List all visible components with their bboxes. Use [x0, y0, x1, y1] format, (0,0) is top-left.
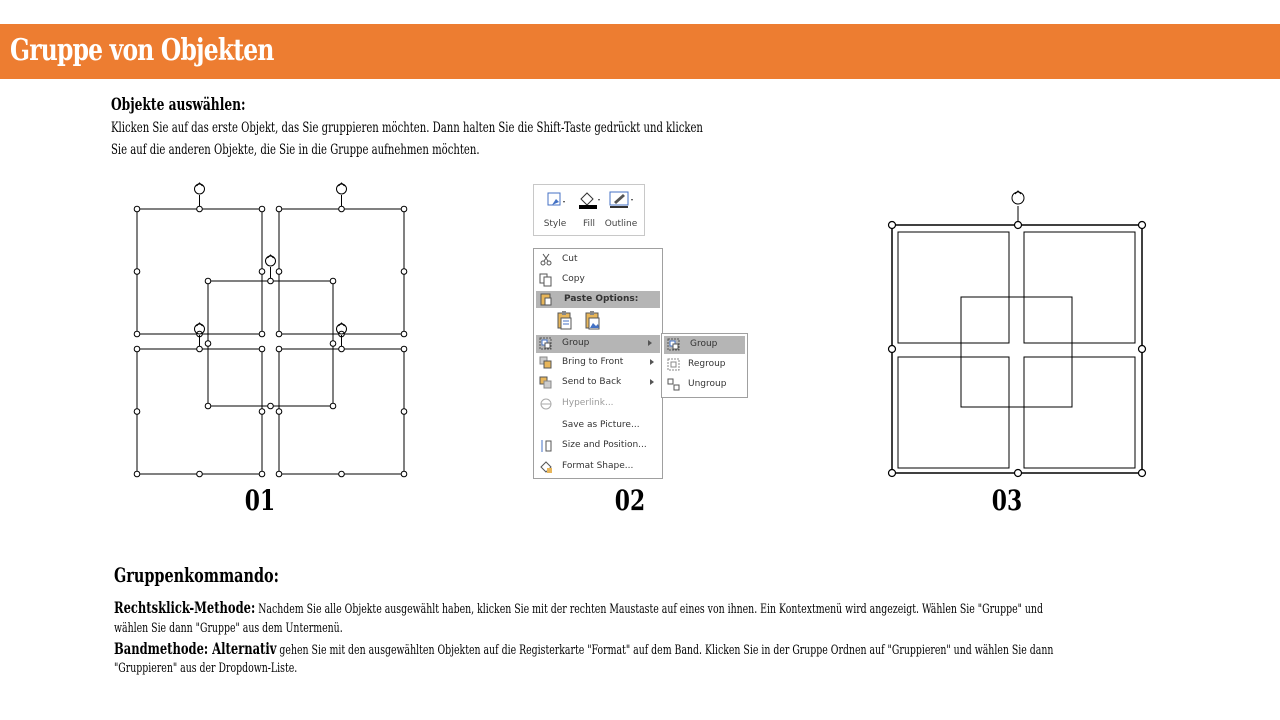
send-to-back-icon: [540, 377, 552, 389]
menu-item-copy[interactable]: Copy: [534, 271, 662, 289]
style-label: Style: [543, 219, 567, 229]
menu-item-cut[interactable]: Cut: [534, 251, 662, 269]
submenu-arrow-icon: [650, 359, 654, 365]
menu-item-hyperlink: Hyperlink...: [534, 395, 662, 413]
group-icon: [668, 339, 680, 351]
menu-item-group[interactable]: Group: [536, 335, 660, 353]
ribbon-method-text: Bandmethode: Alternativ gehen Sie mit den ausgewählten Objekten auf die Registerkarte "Format" auf dem Band. Klicken Sie in der Gruppe Ordnen auf "Gruppieren" und wählen Sie dann: [114, 639, 1054, 658]
submenu-item-regroup[interactable]: Regroup: [662, 356, 747, 374]
menu-item-bring-to-front[interactable]: Bring to Front: [534, 354, 662, 372]
outline-label: Outline: [604, 219, 638, 229]
group-submenu: [661, 333, 748, 398]
outline-button[interactable]: [604, 189, 638, 233]
submenu-arrow-icon: [648, 340, 652, 346]
copy-icon: [540, 274, 552, 286]
regroup-icon: [668, 359, 680, 371]
ungroup-icon: [668, 379, 680, 391]
style-button[interactable]: [538, 189, 572, 233]
figure-label-01: 01: [244, 484, 276, 517]
hyperlink-icon: [540, 398, 552, 410]
menu-item-format-shape[interactable]: Format Shape...: [534, 458, 662, 476]
submenu-item-ungroup[interactable]: Ungroup: [662, 376, 747, 394]
figure-label-03: 03: [991, 484, 1023, 517]
paste-icon: [540, 293, 552, 305]
submenu-arrow-icon: [650, 379, 654, 385]
scissors-icon: [540, 254, 552, 266]
format-shape-icon: [540, 461, 552, 473]
shape-styles-ribbon: [533, 184, 645, 236]
select-text-line1: Klicken Sie auf das erste Objekt, das Sie gruppieren möchten. Dann halten Sie die Shift-Taste gedrückt und klicken: [111, 120, 703, 136]
shape-style-icon: [546, 191, 566, 209]
paste-options-header: Paste Options:: [536, 291, 660, 308]
page-title: Gruppe von Objekten: [10, 33, 274, 68]
menu-item-send-to-back[interactable]: Send to Back: [534, 374, 662, 392]
right-click-method-text: Rechtsklick-Methode: Nachdem Sie alle Objekte ausgewählt haben, klicken Sie mit der rechten Maustaste auf eines von ihnen. Ein Kontextmenü wird angezeigt. Wählen Sie "Gruppe" und: [114, 598, 1043, 617]
fill-label: Fill: [582, 219, 596, 229]
title-banner: [0, 24, 1280, 79]
fill-button[interactable]: [572, 189, 606, 233]
right-click-method-text-2: wählen Sie dann "Gruppe" aus dem Untermenü.: [114, 621, 343, 636]
submenu-item-group[interactable]: Group: [664, 336, 745, 354]
group-icon: [540, 338, 552, 350]
select-heading: Objekte auswählen:: [111, 95, 246, 115]
figure-label-02: 02: [614, 484, 646, 517]
ribbon-method-text-2: "Gruppieren" aus der Dropdown-Liste.: [114, 661, 298, 676]
size-position-icon: [540, 440, 552, 452]
group-command-heading: Gruppenkommando:: [114, 563, 279, 587]
select-text-line2: Sie auf die anderen Objekte, die Sie in die Gruppe aufnehmen möchten.: [111, 142, 480, 158]
paste-keep-formatting-icon[interactable]: [556, 311, 574, 331]
menu-item-size-and-position[interactable]: Size and Position...: [534, 437, 662, 455]
context-menu: [533, 248, 663, 479]
menu-item-save-as-picture[interactable]: Save as Picture...: [562, 420, 640, 430]
bring-to-front-icon: [540, 357, 552, 369]
paint-bucket-icon: [577, 191, 601, 209]
pen-outline-icon: [609, 191, 635, 209]
paste-picture-icon[interactable]: [584, 311, 602, 331]
